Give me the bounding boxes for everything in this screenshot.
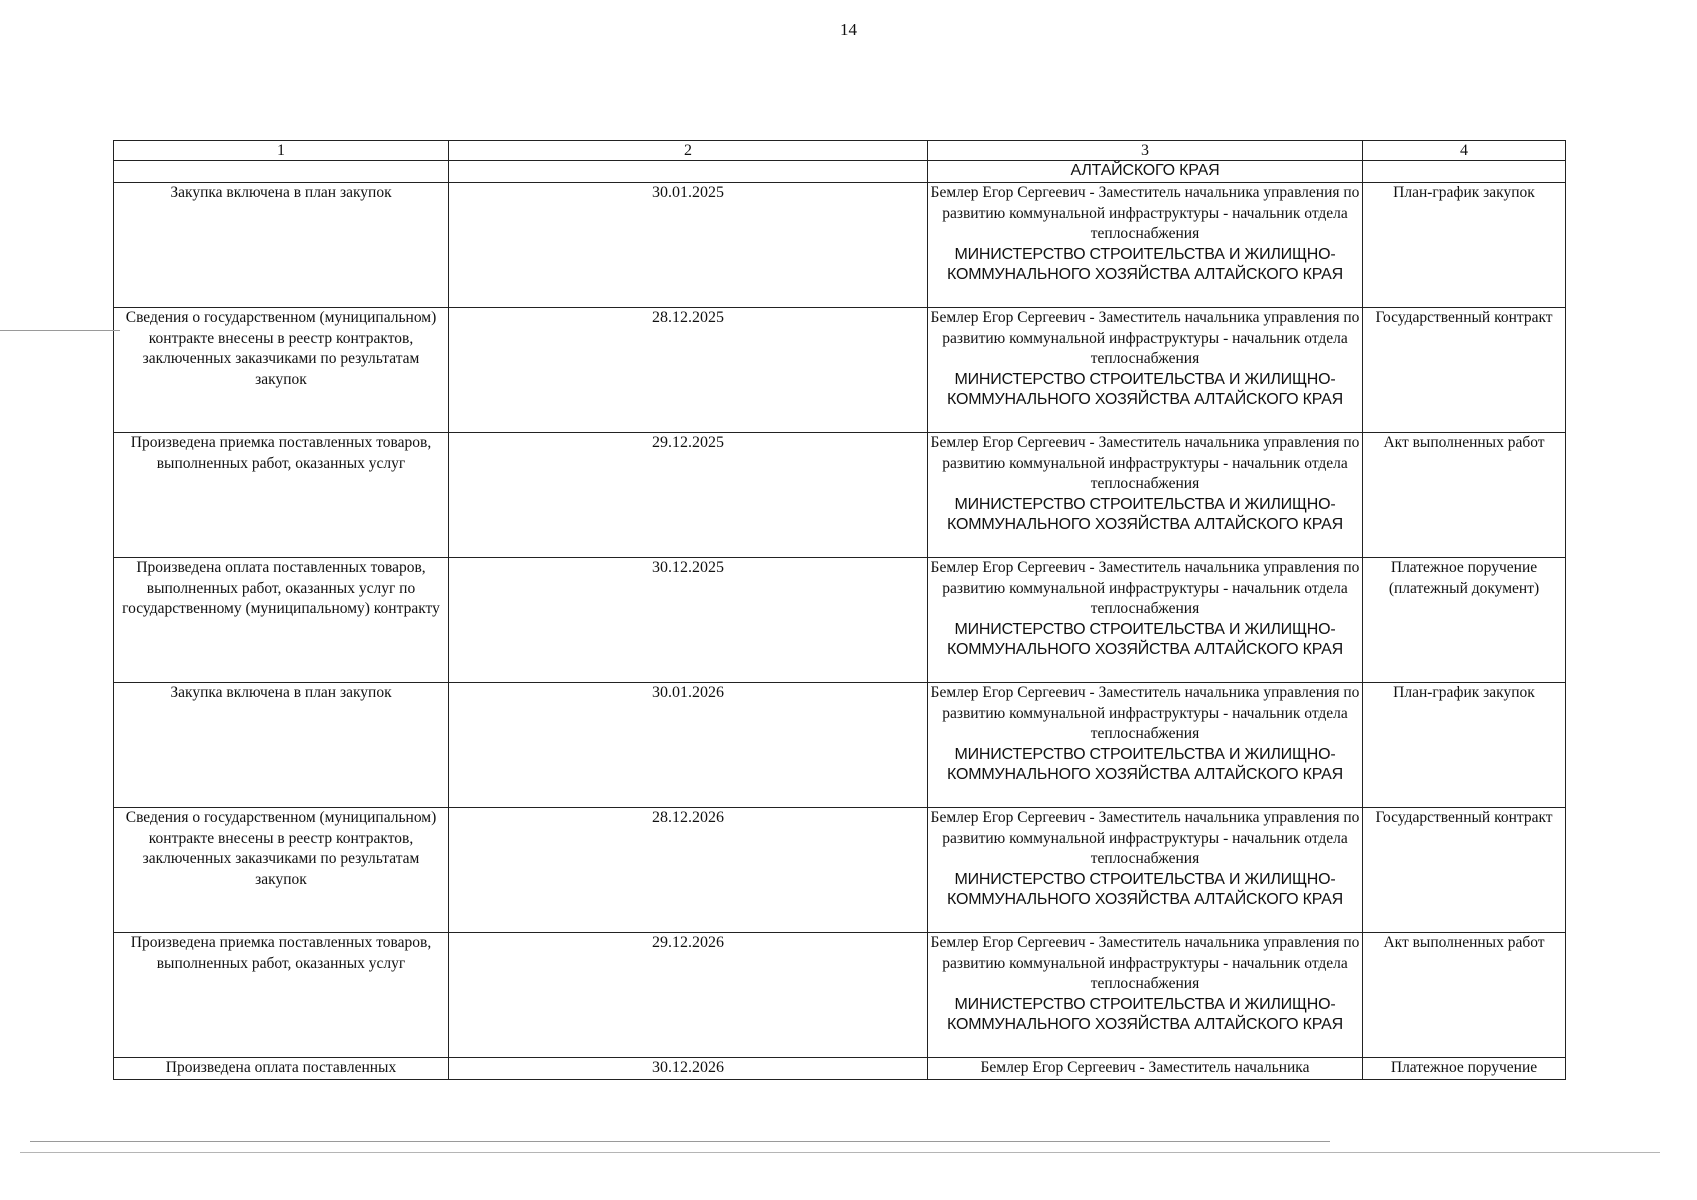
table-header-row: [114, 141, 1566, 161]
organization-name: МИНИСТЕРСТВО СТРОИТЕЛЬСТВА И ЖИЛИЩНО-КОММУНАЛЬНОГО ХОЗЯЙСТВА АЛТАЙСКОГО КРАЯ: [947, 995, 1343, 1033]
procurement-table: [113, 140, 1566, 1080]
responsible-cell: [928, 308, 1363, 433]
event-cell: Сведения о государственном (муниципальном) контракте внесены в реестр контрактов, заключенных заказчиками по результатам закупок: [114, 808, 449, 933]
responsible-cell: [928, 933, 1363, 1058]
event-cell: Произведена приемка поставленных товаров, выполненных работ, оказанных услуг: [114, 933, 449, 1058]
table-row: [114, 433, 1566, 558]
responsible-person: Бемлер Егор Сергеевич - Заместитель начальника управления по развитию коммунальной инфраструктуры - начальник отдела теплоснабжения: [930, 434, 1360, 492]
continuation-org-cell: [928, 161, 1363, 183]
responsible-person: Бемлер Егор Сергеевич - Заместитель начальника: [980, 1059, 1310, 1076]
responsible-person: Бемлер Егор Сергеевич - Заместитель начальника управления по развитию коммунальной инфраструктуры - начальник отдела теплоснабжения: [930, 684, 1360, 742]
responsible-cell: [928, 183, 1363, 308]
date-cell: 29.12.2025: [449, 433, 928, 558]
organization-name: МИНИСТЕРСТВО СТРОИТЕЛЬСТВА И ЖИЛИЩНО-КОММУНАЛЬНОГО ХОЗЯЙСТВА АЛТАЙСКОГО КРАЯ: [947, 870, 1343, 908]
page-number: 14: [840, 20, 857, 39]
responsible-person: Бемлер Егор Сергеевич - Заместитель начальника управления по развитию коммунальной инфраструктуры - начальник отдела теплоснабжения: [930, 559, 1360, 617]
date-cell: 30.01.2026: [449, 683, 928, 808]
date-cell: 28.12.2026: [449, 808, 928, 933]
responsible-cell: [928, 558, 1363, 683]
responsible-person: Бемлер Егор Сергеевич - Заместитель начальника управления по развитию коммунальной инфраструктуры - начальник отдела теплоснабжения: [930, 309, 1360, 367]
document-cell: План-график закупок: [1363, 683, 1566, 808]
continuation-document-cell: [1363, 161, 1566, 183]
document-cell: Государственный контракт: [1363, 808, 1566, 933]
column-header-2: 2: [449, 141, 928, 161]
document-cell: Платежное поручение (платежный документ): [1363, 558, 1566, 683]
scan-artifact-line: [20, 1152, 1660, 1153]
event-cell: Сведения о государственном (муниципальном) контракте внесены в реестр контрактов, заключенных заказчиками по результатам закупок: [114, 308, 449, 433]
organization-name: МИНИСТЕРСТВО СТРОИТЕЛЬСТВА И ЖИЛИЩНО-КОММУНАЛЬНОГО ХОЗЯЙСТВА АЛТАЙСКОГО КРАЯ: [947, 370, 1343, 408]
date-cell: 29.12.2026: [449, 933, 928, 1058]
table-row: [114, 933, 1566, 1058]
document-cell: План-график закупок: [1363, 183, 1566, 308]
organization-name: МИНИСТЕРСТВО СТРОИТЕЛЬСТВА И ЖИЛИЩНО-КОММУНАЛЬНОГО ХОЗЯЙСТВА АЛТАЙСКОГО КРАЯ: [947, 495, 1343, 533]
document-cell: Государственный контракт: [1363, 308, 1566, 433]
table-row: [114, 808, 1566, 933]
date-cell: 30.01.2025: [449, 183, 928, 308]
column-header-3: 3: [928, 141, 1363, 161]
scan-artifact-line: [30, 1141, 1330, 1142]
organization-name: МИНИСТЕРСТВО СТРОИТЕЛЬСТВА И ЖИЛИЩНО-КОММУНАЛЬНОГО ХОЗЯЙСТВА АЛТАЙСКОГО КРАЯ: [947, 620, 1343, 658]
table-row: [114, 308, 1566, 433]
responsible-cell: [928, 808, 1363, 933]
document-cell: Акт выполненных работ: [1363, 433, 1566, 558]
date-cell: 30.12.2025: [449, 558, 928, 683]
responsible-person: Бемлер Егор Сергеевич - Заместитель начальника управления по развитию коммунальной инфраструктуры - начальник отдела теплоснабжения: [930, 184, 1360, 242]
scan-artifact-line: [0, 330, 120, 331]
event-cell: Закупка включена в план закупок: [114, 683, 449, 808]
responsible-cell: [928, 683, 1363, 808]
document-cell: Акт выполненных работ: [1363, 933, 1566, 1058]
event-cell: Произведена оплата поставленных: [114, 1058, 449, 1080]
event-cell: Закупка включена в план закупок: [114, 183, 449, 308]
organization-name: МИНИСТЕРСТВО СТРОИТЕЛЬСТВА И ЖИЛИЩНО-КОММУНАЛЬНОГО ХОЗЯЙСТВА АЛТАЙСКОГО КРАЯ: [947, 745, 1343, 783]
document-cell: Платежное поручение: [1363, 1058, 1566, 1080]
date-cell: 28.12.2025: [449, 308, 928, 433]
responsible-cell: [928, 1058, 1363, 1080]
continuation-date-cell: [449, 161, 928, 183]
table-row: [114, 558, 1566, 683]
table-row: [114, 683, 1566, 808]
continuation-row: [114, 161, 1566, 183]
organization-name: МИНИСТЕРСТВО СТРОИТЕЛЬСТВА И ЖИЛИЩНО-КОММУНАЛЬНОГО ХОЗЯЙСТВА АЛТАЙСКОГО КРАЯ: [947, 245, 1343, 283]
continuation-event-cell: [114, 161, 449, 183]
column-header-4: 4: [1363, 141, 1566, 161]
responsible-person: Бемлер Егор Сергеевич - Заместитель начальника управления по развитию коммунальной инфраструктуры - начальник отдела теплоснабжения: [930, 809, 1360, 867]
column-header-1: 1: [114, 141, 449, 161]
table-row: [114, 183, 1566, 308]
event-cell: Произведена приемка поставленных товаров, выполненных работ, оказанных услуг: [114, 433, 449, 558]
table-row-partial: [114, 1058, 1566, 1080]
event-cell: Произведена оплата поставленных товаров, выполненных работ, оказанных услуг по государственному (муниципальному) контракту: [114, 558, 449, 683]
responsible-cell: [928, 433, 1363, 558]
date-cell: 30.12.2026: [449, 1058, 928, 1080]
responsible-person: Бемлер Егор Сергеевич - Заместитель начальника управления по развитию коммунальной инфраструктуры - начальник отдела теплоснабжения: [930, 934, 1360, 992]
continuation-org: АЛТАЙСКОГО КРАЯ: [1070, 162, 1220, 179]
